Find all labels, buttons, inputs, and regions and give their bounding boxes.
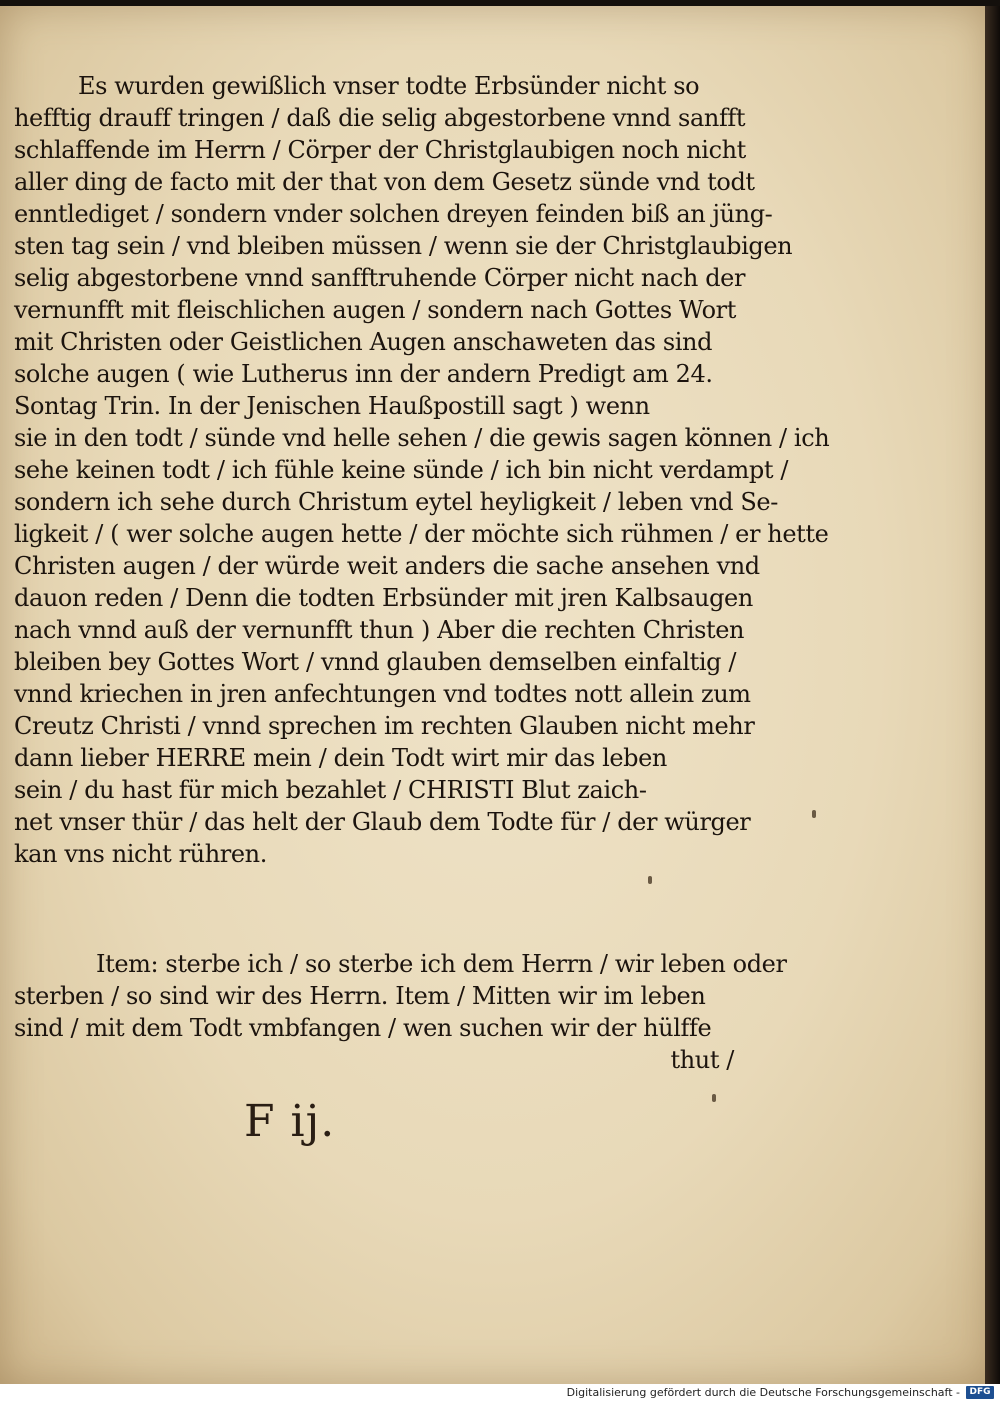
text-line: dauon reden / Denn die todten Erbsünder mit jren Kalbsaugen: [14, 584, 753, 612]
stray-ink-mark: [712, 1094, 716, 1102]
text-line: dann lieber HERRE mein / dein Todt wirt mir das leben: [14, 744, 667, 772]
text-line: kan vns nicht rühren.: [14, 840, 267, 868]
text-line: selig abgestorbene vnnd sanfftruhende Cörper nicht nach der: [14, 264, 746, 292]
text-line: hefftig drauff tringen / daß die selig abgestorbene vnnd sanfft: [14, 104, 746, 132]
paragraph-2: [14, 948, 787, 1076]
text-line: Creutz Christi / vnnd sprechen im rechten Glauben nicht mehr: [14, 712, 755, 740]
text-line: Sontag Trin. In der Jenischen Haußpostill sagt ) wenn: [14, 392, 650, 420]
page-edge: [985, 6, 1000, 1384]
text-line: net vnser thür / das helt der Glaub dem Todte für / der würger: [14, 808, 751, 836]
dfg-logo-icon: DFG: [966, 1386, 994, 1399]
paragraph-1: [14, 70, 830, 870]
text-line: sterben / so sind wir des Herrn. Item / Mitten wir im leben: [14, 982, 706, 1010]
text-line: Item: sterbe ich / so sterbe ich dem Herrn / wir leben oder: [96, 950, 787, 978]
text-line: sondern ich sehe durch Christum eytel heyligkeit / leben vnd Se-: [14, 488, 778, 516]
stray-ink-mark: [648, 876, 652, 884]
text-line: sein / du hast für mich bezahlet / CHRISTI Blut zaich-: [14, 776, 647, 804]
text-line: sind / mit dem Todt vmbfangen / wen suchen wir der hülffe: [14, 1014, 712, 1042]
text-line: schlaffende im Herrn / Cörper der Christglaubigen noch nicht: [14, 136, 746, 164]
footer-bar: [0, 1384, 1000, 1402]
text-line: sie in den todt / sünde vnd helle sehen / die gewis sagen können / ich: [14, 424, 830, 452]
text-line: vnnd kriechen in jren anfechtungen vnd todtes nott allein zum: [14, 680, 751, 708]
footer-credit: Digitalisierung gefördert durch die Deutsche Forschungsgemeinschaft -: [566, 1386, 960, 1399]
text-line: bleiben bey Gottes Wort / vnnd glauben demselben einfaltig /: [14, 648, 737, 676]
signature-mark: F ij.: [244, 1096, 336, 1147]
text-line: nach vnnd auß der vernunfft thun ) Aber die rechten Christen: [14, 616, 745, 644]
text-line: solche augen ( wie Lutherus inn der andern Predigt am 24.: [14, 360, 713, 388]
text-line: vernunfft mit fleischlichen augen / sondern nach Gottes Wort: [14, 296, 736, 324]
stray-ink-mark: [812, 810, 816, 818]
text-line: Christen augen / der würde weit anders die sache ansehen vnd: [14, 552, 760, 580]
text-line: mit Christen oder Geistlichen Augen anschaweten das sind: [14, 328, 713, 356]
text-line: enntlediget / sondern vnder solchen dreyen feinden biß an jüng-: [14, 200, 773, 228]
text-line: Es wurden gewißlich vnser todte Erbsünder nicht so: [78, 72, 700, 100]
catchword: thut /: [670, 1046, 734, 1074]
text-line: ligkeit / ( wer solche augen hette / der möchte sich rühmen / er hette: [14, 520, 829, 548]
text-line: aller ding de facto mit der that von dem Gesetz sünde vnd todt: [14, 168, 755, 196]
text-line: sten tag sein / vnd bleiben müssen / wenn sie der Christglaubigen: [14, 232, 793, 260]
text-line: sehe keinen todt / ich fühle keine sünde / ich bin nicht verdampt /: [14, 456, 789, 484]
